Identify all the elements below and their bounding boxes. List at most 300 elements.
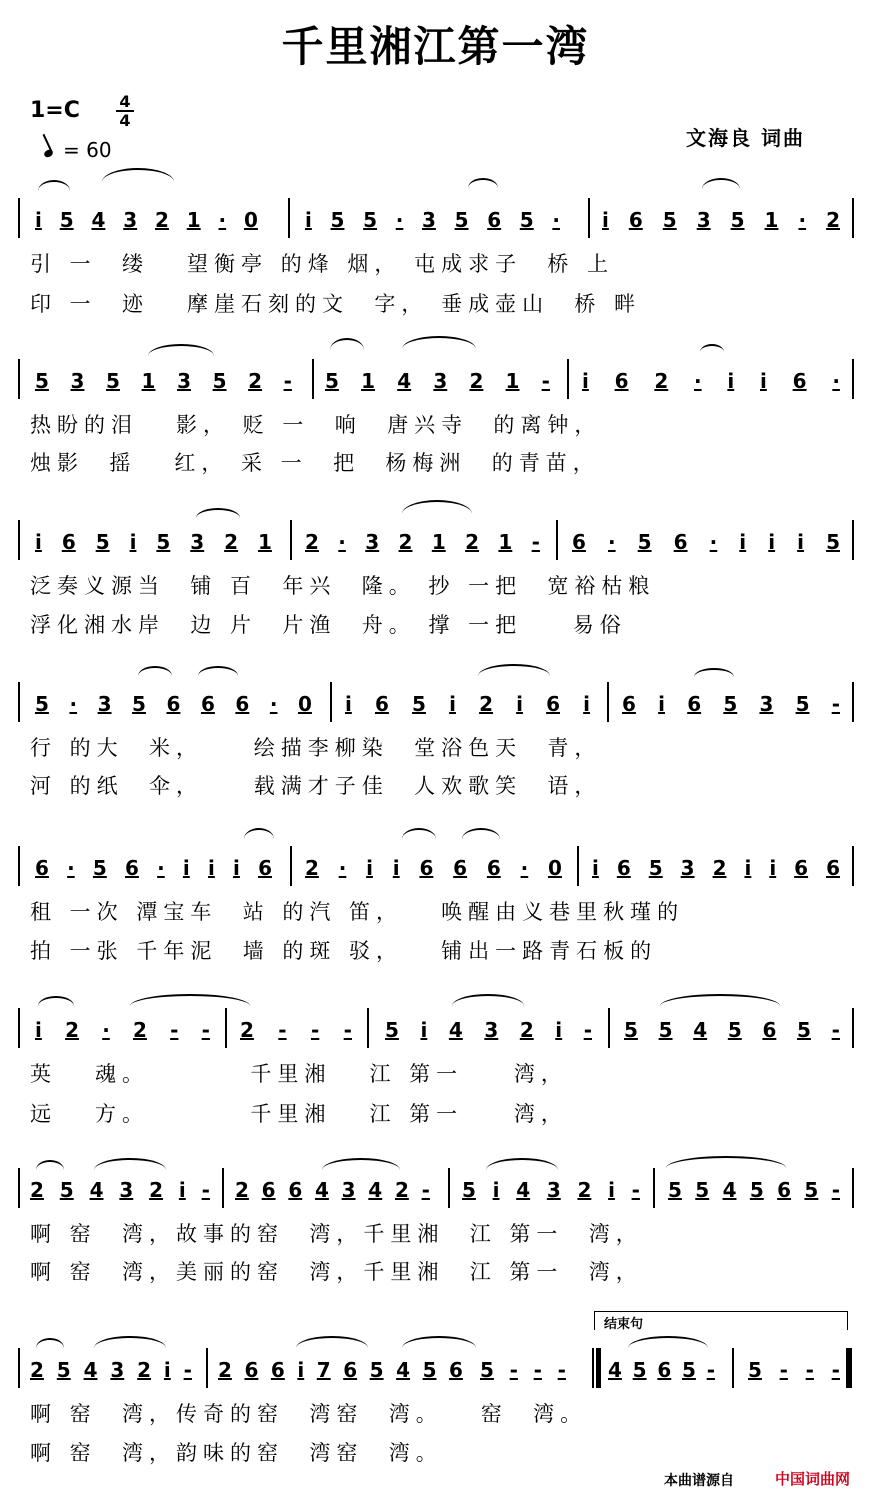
note: 2 (469, 369, 484, 393)
bar-line (607, 682, 609, 722)
note: 1 (764, 208, 779, 232)
note: i (297, 1358, 305, 1382)
note: 1 (498, 530, 513, 554)
note: 6 (657, 1358, 672, 1382)
slur-mark (452, 994, 524, 1018)
note: - (831, 1178, 840, 1202)
note: 2 (218, 1358, 232, 1382)
bar-line (608, 1008, 610, 1048)
note: 6 (125, 856, 139, 880)
note: - (183, 1358, 192, 1382)
lyric-line: 烛影 摇 红， 采 一 把 杨梅洲 的青苗， (30, 451, 600, 475)
note: 2 (235, 1178, 249, 1202)
song-title: 千里湘江第一湾 (281, 22, 590, 71)
note: 0 (243, 208, 258, 232)
note: 1 (431, 530, 446, 554)
note: - (831, 1018, 840, 1042)
note: 6 (374, 692, 389, 716)
note: - (310, 1018, 320, 1042)
bar-line (567, 359, 569, 399)
note: 3 (110, 1358, 125, 1382)
note: 6 (235, 692, 250, 716)
measure-notes (622, 692, 840, 716)
note: 2 (826, 208, 840, 232)
note: 2 (137, 1358, 152, 1382)
note: 7 (316, 1358, 331, 1382)
note: - (831, 1358, 840, 1382)
note: 6 (614, 369, 629, 393)
note: 5 (632, 1358, 647, 1382)
note: - (343, 1018, 352, 1042)
note: 6 (453, 856, 468, 880)
lyric-line: 浮化湘水岸 边 片 片渔 舟。 撑 一把 易俗 (30, 613, 627, 637)
note: 6 (616, 856, 631, 880)
note: i (129, 530, 137, 554)
measure-notes (30, 1358, 192, 1382)
note: 6 (258, 856, 272, 880)
note: 4 (368, 1178, 383, 1202)
note: 6 (244, 1358, 259, 1382)
slur-mark (198, 666, 238, 686)
bar-line (18, 682, 20, 722)
slur-mark (102, 168, 174, 196)
slur-mark (322, 1158, 400, 1182)
note: 6 (343, 1358, 358, 1382)
note: 4 (693, 1018, 708, 1042)
bar-line (290, 846, 292, 886)
bar-line (852, 1008, 854, 1048)
repeat-barline (596, 1348, 601, 1388)
note: i (492, 1178, 500, 1202)
note: · (798, 208, 807, 232)
note: 5 (363, 208, 378, 232)
note: - (779, 1358, 788, 1382)
slur-mark (244, 828, 274, 850)
note: 6 (687, 692, 702, 716)
note: 5 (519, 208, 534, 232)
note: 6 (61, 530, 76, 554)
bar-line (18, 1168, 20, 1208)
slur-mark (94, 1336, 166, 1360)
note: i (35, 208, 42, 232)
measure-notes (582, 369, 840, 393)
measure-notes (748, 1358, 840, 1382)
bar-line (852, 359, 854, 399)
bar-line (290, 520, 292, 560)
note: i (233, 856, 240, 880)
measure-notes (602, 208, 840, 232)
note: · (338, 856, 347, 880)
bar-line (448, 1168, 450, 1208)
note: · (709, 530, 718, 554)
note: 6 (261, 1178, 276, 1202)
bar-line (852, 198, 854, 238)
note: i (768, 530, 776, 554)
note: i (207, 856, 215, 880)
slur-mark (296, 1336, 368, 1360)
note: - (831, 692, 840, 716)
slur-mark (330, 338, 364, 362)
slur-mark (478, 664, 550, 688)
note: 3 (546, 1178, 561, 1202)
note: 2 (465, 530, 480, 554)
note: 2 (149, 1178, 164, 1202)
note: 2 (712, 856, 727, 880)
note: 5 (730, 208, 745, 232)
note: · (832, 369, 840, 393)
note: 3 (696, 208, 711, 232)
bar-line (312, 359, 314, 399)
bar-line (222, 1168, 224, 1208)
note: · (338, 530, 346, 554)
measure-notes (305, 208, 560, 232)
slur-mark (138, 666, 172, 686)
slur-mark (402, 828, 436, 850)
note: 5 (749, 1178, 764, 1202)
note: 5 (804, 1178, 819, 1202)
note: 5 (56, 1358, 71, 1382)
note: 6 (486, 856, 501, 880)
measure-notes (592, 856, 840, 880)
note: · (607, 530, 616, 554)
note: 4 (516, 1178, 531, 1202)
footer-source: 本曲谱源自 (664, 1473, 734, 1489)
note: i (366, 856, 373, 880)
measure-notes (35, 208, 258, 232)
note: 2 (577, 1178, 592, 1202)
note: 3 (119, 1178, 134, 1202)
note: 5 (797, 1018, 811, 1042)
note: 2 (479, 692, 493, 716)
bar-line (18, 1008, 20, 1048)
note: i (608, 1178, 615, 1202)
note: 4 (722, 1178, 737, 1202)
note: - (631, 1178, 640, 1202)
note: · (67, 856, 75, 880)
note: 2 (654, 369, 669, 393)
slur-mark (402, 336, 476, 362)
note: 2 (155, 208, 169, 232)
slur-mark (468, 178, 498, 198)
bar-line (577, 846, 579, 886)
time-signature-top: 4 (119, 92, 131, 111)
note: 5 (658, 1018, 673, 1042)
bar-line (732, 1348, 734, 1388)
measure-notes (305, 530, 540, 554)
measure-notes (35, 369, 292, 393)
note: 3 (123, 208, 138, 232)
measure-notes (668, 1178, 840, 1202)
note: · (69, 692, 78, 716)
note: 5 (35, 369, 49, 393)
slur-mark (148, 344, 214, 368)
note: 5 (695, 1178, 710, 1202)
note: 1 (361, 369, 376, 393)
note: i (305, 208, 312, 232)
note: 5 (369, 1358, 384, 1382)
note: 2 (519, 1018, 534, 1042)
bar-line (330, 682, 332, 722)
note: i (582, 369, 589, 393)
note: 5 (727, 1018, 742, 1042)
note: 6 (572, 530, 586, 554)
note: 0 (298, 692, 312, 716)
note: - (583, 1018, 592, 1042)
note: 6 (546, 692, 561, 716)
bar-line (653, 1168, 655, 1208)
note: · (102, 1018, 110, 1042)
note: · (269, 692, 278, 716)
note: 4 (396, 1358, 411, 1382)
note: 6 (622, 692, 636, 716)
note: - (805, 1358, 814, 1382)
note: · (552, 208, 560, 232)
note: 6 (794, 856, 809, 880)
note: - (201, 1178, 210, 1202)
note: i (658, 692, 665, 716)
ending-label: 结束句 (604, 1317, 644, 1332)
note: 5 (422, 1358, 437, 1382)
note: 3 (177, 369, 191, 393)
note: 3 (680, 856, 695, 880)
lyric-line: 泛奏义源当 铺 百 年兴 隆。 抄 一把 宽裕枯粮 (30, 574, 656, 598)
lyric-line: 行 的大 米， 绘描李柳染 堂浴色天 青， (30, 736, 602, 760)
lyric-line: 引 一 缕 望衡亭 的烽 烟， 屯成求子 桥 上 (30, 252, 615, 276)
note: i (760, 369, 767, 393)
measure-notes (35, 1018, 210, 1042)
note: 2 (248, 369, 263, 393)
slur-mark (36, 1338, 64, 1358)
note: i (602, 208, 609, 232)
note: 5 (385, 1018, 399, 1042)
lyric-line: 河 的纸 伞， 载满才子佳 人欢歌笑 语， (30, 774, 602, 798)
slur-mark (660, 994, 780, 1018)
note: · (218, 208, 227, 232)
note: 6 (35, 856, 49, 880)
note: 6 (826, 856, 840, 880)
note: i (35, 1018, 42, 1042)
note: 5 (412, 692, 426, 716)
measure-notes (305, 856, 562, 880)
note: 6 (270, 1358, 285, 1382)
note: - (557, 1358, 566, 1382)
lyric-line: 租 一次 潭宝车 站 的汽 笛， 唤醒由义巷里秋瑾的 (30, 900, 685, 924)
note: · (395, 208, 404, 232)
bar-line (18, 359, 20, 399)
note: 3 (341, 1178, 356, 1202)
note: - (283, 369, 292, 393)
note: 5 (132, 692, 146, 716)
tempo-marking (44, 138, 112, 162)
note: 0 (548, 856, 562, 880)
note: - (278, 1018, 287, 1042)
note: i (182, 856, 190, 880)
measure-notes (35, 692, 312, 716)
bar-line (18, 198, 20, 238)
note: 5 (668, 1178, 682, 1202)
slur-mark (36, 1160, 64, 1180)
note: · (520, 856, 529, 880)
note: 2 (394, 1178, 409, 1202)
bar-line (206, 1348, 208, 1388)
note: 2 (133, 1018, 147, 1042)
measure-notes (385, 1018, 592, 1042)
note: - (706, 1358, 715, 1382)
note: 1 (186, 208, 201, 232)
quarter-note-icon (43, 148, 54, 158)
measure-notes (240, 1018, 352, 1042)
note: - (509, 1358, 518, 1382)
bar-line (18, 520, 20, 560)
note: 6 (449, 1358, 463, 1382)
note: 4 (608, 1358, 622, 1382)
note: i (797, 530, 804, 554)
note: 5 (454, 208, 469, 232)
lyric-line: 啊 窑 湾，韵味的窑 湾窑 湾。 (30, 1441, 443, 1465)
note: 1 (505, 369, 520, 393)
bar-line (852, 520, 854, 560)
lyric-line: 印 一 迹 摩崖石刻的文 字， 垂成壶山 桥 畔 (30, 292, 642, 316)
note: 1 (258, 530, 272, 554)
note: 6 (777, 1178, 792, 1202)
measure-notes (624, 1018, 840, 1042)
slur-mark (700, 344, 724, 360)
note: 5 (826, 530, 840, 554)
note: 5 (637, 530, 652, 554)
note: - (170, 1018, 179, 1042)
measure-notes (608, 1358, 715, 1382)
note: 5 (92, 856, 107, 880)
note: 5 (480, 1358, 494, 1382)
note: i (35, 530, 42, 554)
measure-notes (480, 1358, 566, 1382)
note: 5 (106, 369, 120, 393)
note: 4 (448, 1018, 463, 1042)
note: i (345, 692, 352, 716)
note: 6 (166, 692, 181, 716)
note: 6 (200, 692, 215, 716)
bar-line (852, 846, 854, 886)
note: 5 (95, 530, 110, 554)
note: · (157, 856, 165, 880)
time-signature (114, 93, 136, 129)
bar-line (852, 682, 854, 722)
note: 2 (305, 856, 319, 880)
note: i (592, 856, 599, 880)
measure-notes (345, 692, 590, 716)
slur-mark (402, 500, 472, 528)
note: 2 (224, 530, 239, 554)
slur-mark (628, 1336, 708, 1360)
note: 6 (628, 208, 643, 232)
key-signature: 1=C (30, 98, 80, 123)
bar-line (18, 846, 20, 886)
note: 3 (484, 1018, 499, 1042)
final-barline (846, 1348, 851, 1388)
note: i (420, 1018, 428, 1042)
note: 3 (70, 369, 85, 393)
slur-mark (462, 828, 500, 850)
note: i (555, 1018, 563, 1042)
bar-line (588, 198, 590, 238)
slur-mark (402, 1336, 476, 1360)
bar-line (18, 1348, 20, 1388)
note: 2 (30, 1358, 44, 1382)
time-signature-bottom: 4 (119, 111, 131, 130)
note: 5 (59, 1178, 74, 1202)
note: 5 (325, 369, 339, 393)
note: 2 (30, 1178, 44, 1202)
note: 5 (795, 692, 810, 716)
note: 2 (240, 1018, 254, 1042)
note: 4 (314, 1178, 329, 1202)
lyric-line: 远 方。 千里湘 江 第一 湾， (30, 1102, 568, 1126)
lyric-line: 啊 窑 湾，美丽的窑 湾，千里湘 江 第一 湾， (30, 1260, 643, 1284)
note: 6 (487, 208, 502, 232)
note: 5 (330, 208, 345, 232)
note: 6 (762, 1018, 777, 1042)
note: 5 (748, 1358, 762, 1382)
tempo-value: = 60 (63, 138, 112, 162)
note: 5 (662, 208, 677, 232)
note: i (769, 856, 777, 880)
slur-mark (196, 508, 240, 528)
slur-mark (94, 1158, 166, 1182)
measure-notes (35, 530, 272, 554)
note: i (392, 856, 400, 880)
note: i (178, 1178, 186, 1202)
note: 4 (83, 1358, 98, 1382)
note: 5 (212, 369, 227, 393)
note: i (449, 692, 456, 716)
note: 5 (624, 1018, 638, 1042)
slur-mark (694, 668, 734, 686)
composer-credit: 文海良 词曲 (686, 126, 805, 150)
lyric-line: 拍 一张 千年泥 墙 的斑 驳， 铺出一路青石板的 (30, 939, 658, 963)
measure-notes (218, 1358, 463, 1382)
note: i (727, 369, 735, 393)
note: i (583, 692, 590, 716)
note: 2 (398, 530, 413, 554)
note: 4 (397, 369, 412, 393)
note: 3 (97, 692, 112, 716)
note: 3 (422, 208, 436, 232)
bar-line (367, 1008, 369, 1048)
note: 6 (288, 1178, 303, 1202)
note: 3 (433, 369, 448, 393)
note: - (531, 530, 540, 554)
note: i (516, 692, 523, 716)
measure-notes (572, 530, 840, 554)
lyric-line: 热盼的泪 影， 贬 一 响 唐兴寺 的离钟， (30, 413, 602, 437)
note: - (541, 369, 550, 393)
note: 2 (305, 530, 319, 554)
note: 5 (35, 692, 49, 716)
note: · (694, 369, 702, 393)
note: 3 (365, 530, 380, 554)
note: 5 (682, 1358, 696, 1382)
note: 6 (792, 369, 807, 393)
note: i (744, 856, 752, 880)
note: 4 (91, 208, 106, 232)
bar-line (852, 1168, 854, 1208)
lyric-line: 英 魂。 千里湘 江 第一 湾， (30, 1062, 568, 1086)
bar-line (592, 1348, 594, 1388)
bar-line (556, 520, 558, 560)
footer-site: 中国词曲网 (775, 1470, 851, 1488)
bar-line (288, 198, 290, 238)
note: 4 (89, 1178, 104, 1202)
